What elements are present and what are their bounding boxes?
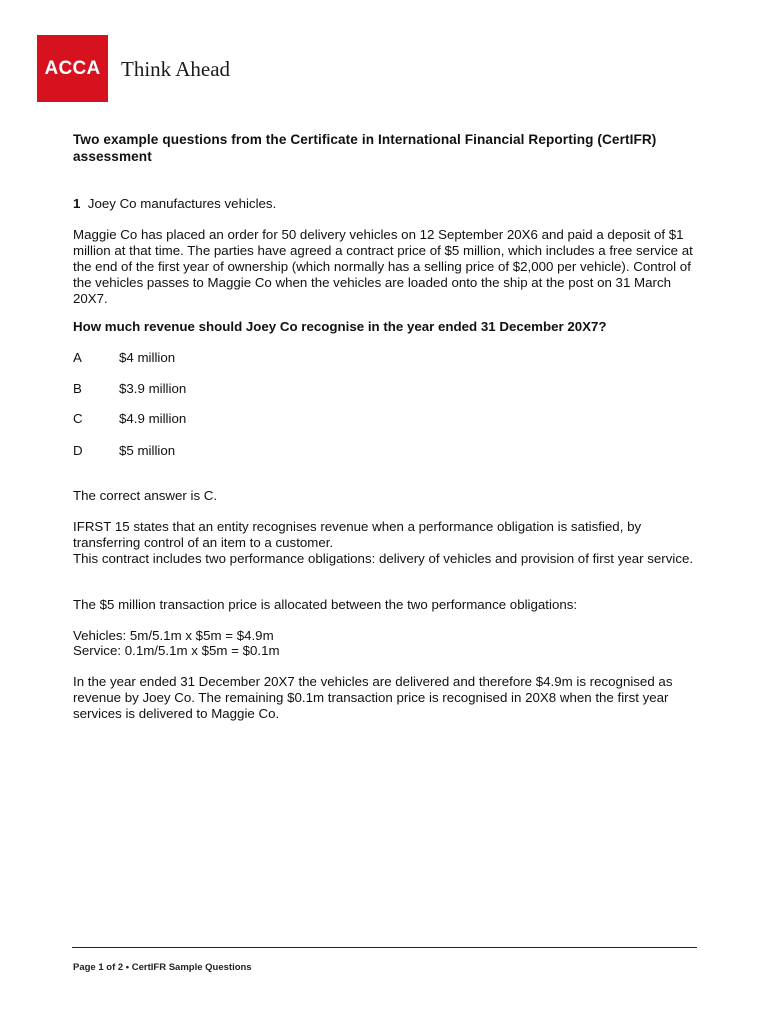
explanation-1: IFRST 15 states that an entity recognises revenue when a performance obligation is satisfied, by transferring control of an item to a customer. bbox=[73, 519, 642, 550]
option-letter-c: C bbox=[73, 411, 83, 426]
tagline: Think Ahead bbox=[121, 57, 231, 81]
option-letter-d: D bbox=[73, 443, 83, 458]
option-text-c: $4.9 million bbox=[119, 411, 187, 426]
document-title: Two example questions from the Certificate in International Financial Reporting (CertIFR) assessment bbox=[73, 132, 657, 164]
page-footer: Page 1 of 2 • CertIFR Sample Questions bbox=[73, 962, 252, 973]
question-intro-text: Joey Co manufactures vehicles. bbox=[87, 196, 277, 211]
acca-logo bbox=[37, 35, 108, 102]
allocation-intro: The $5 million transaction price is allocated between the two performance obligations: bbox=[73, 597, 578, 612]
option-letter-b: B bbox=[73, 381, 82, 396]
option-text-b: $3.9 million bbox=[119, 381, 187, 396]
explanation-2: This contract includes two performance obligations: delivery of vehicles and provision of first year service. bbox=[73, 551, 694, 566]
question-intro bbox=[73, 196, 698, 212]
correct-answer: The correct answer is C. bbox=[73, 488, 218, 503]
option-letter-a: A bbox=[73, 350, 82, 365]
option-text-a: $4 million bbox=[119, 350, 176, 365]
question-scenario: Maggie Co has placed an order for 50 delivery vehicles on 12 September 20X6 and paid a deposit of $1 million at that time. The parties have agreed a contract price of $5 million, which includes a free service at the end of the first year of ownership (which normally has a selling price of $2,000 per vehicle). Control of the vehicles passes to Maggie Co when the vehicles are loaded onto the ship at the post on 31 March 20X7. bbox=[73, 227, 693, 306]
option-text-d: $5 million bbox=[119, 443, 176, 458]
logo-text: ACCA bbox=[44, 57, 101, 79]
calc-service: Service: 0.1m/5.1m x $5m = $0.1m bbox=[73, 643, 280, 658]
question-prompt: How much revenue should Joey Co recognise in the year ended 31 December 20X7? bbox=[73, 319, 607, 334]
question-number: 1 bbox=[73, 196, 81, 211]
footer-divider bbox=[72, 947, 697, 948]
conclusion: In the year ended 31 December 20X7 the vehicles are delivered and therefore $4.9m is recognised as revenue by Joey Co. The remaining $0.1m transaction price is recognised in 20X8 when the first year services is delivered to Maggie Co. bbox=[73, 674, 673, 721]
calc-vehicles: Vehicles: 5m/5.1m x $5m = $4.9m bbox=[73, 628, 274, 643]
